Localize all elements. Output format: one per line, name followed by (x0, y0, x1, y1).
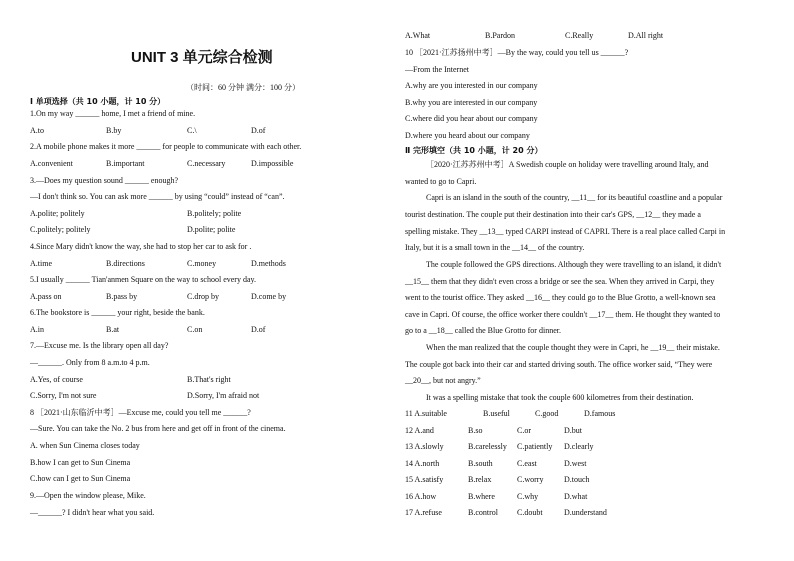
option: C.or (517, 426, 531, 435)
option: D.Sorry, I'm afraid not (187, 391, 260, 400)
option: D.west (564, 459, 587, 468)
option: C.money (187, 259, 217, 268)
passage-line: cave in Capri. Of course, the office worker there couldn't __17__ them. He thought they wanted to (405, 310, 721, 319)
option: A.convenient (30, 159, 73, 168)
option: A.in (30, 325, 44, 334)
q6-options (30, 325, 370, 335)
option: B.so (468, 426, 483, 435)
option: D.come by (251, 292, 287, 301)
option: B.directions (106, 259, 145, 268)
option: D.of (251, 126, 266, 135)
option: B.important (106, 159, 145, 168)
option: 13 A.slowly (405, 442, 444, 451)
passage-line: Capri is an island in the south of the country, __11__ for its beautiful coastline and a popular (426, 193, 723, 202)
q10-option-b: B.why you are interested in our company (405, 98, 538, 107)
option: 12 A.and (405, 426, 434, 435)
option: C.Sorry, I'm not sure (30, 391, 97, 400)
page-title: UNIT 3 单元综合检测 (131, 49, 273, 66)
q10-line-2: —From the Internet (405, 65, 469, 74)
option: A.time (30, 259, 52, 268)
q3-options-ab (30, 209, 370, 219)
passage-line: __15__ them that they didn't even cross a bridge or see the sea. When they arrived in Carpi, they (405, 277, 715, 286)
option: A.Yes, of course (30, 375, 83, 384)
section-heading-2: Ⅱ 完形填空（共 10 小题，计 20 分） (405, 146, 543, 155)
option: D.what (564, 492, 588, 501)
passage-line: spelling mistake. They __13__ typed CARPI instead of CAPRI. There is a real place called Carpi in (405, 227, 726, 236)
cloze-options-13 (405, 442, 765, 452)
q10-line-1: 10 ［2021·江苏扬州中考］—By the way, could you tell us ______? (405, 48, 629, 57)
option: 17 A.refuse (405, 508, 442, 517)
option: D.but (564, 426, 582, 435)
q9-line-1: 9.—Open the window please, Mike. (30, 491, 146, 500)
option: B.south (468, 459, 493, 468)
q9-line-2: —______? I didn't hear what you said. (30, 508, 155, 517)
option: 15 A.satisfy (405, 475, 444, 484)
option: D.of (251, 325, 266, 334)
option: B.relax (468, 475, 492, 484)
option: D.understand (564, 508, 607, 517)
cloze-options-12 (405, 426, 765, 436)
option: D.touch (564, 475, 590, 484)
q7-line-1: 7.—Excuse me. Is the library open all day? (30, 341, 169, 350)
option: B.where (468, 492, 495, 501)
q7-options-ab (30, 375, 370, 385)
q2-stem: 2.A mobile phone makes it more ______ for people to communicate with each other. (30, 142, 302, 151)
option: C.on (187, 325, 203, 334)
q3-line-1: 3.—Does my question sound ______ enough? (30, 176, 178, 185)
q3-line-2: —I don't think so. You can ask more ______ by using “could” instead of “can”. (30, 192, 285, 201)
passage-line: go to a __18__ called the Blue Grotto for dinner. (405, 326, 561, 335)
section-heading-1: Ⅰ 单项选择（共 10 小题，计 10 分） (30, 97, 166, 106)
passage-line: It was a spelling mistake that took the couple 600 kilometres from their destination. (426, 393, 694, 402)
q8-line-1: 8 ［2021·山东临沂中考］—Excuse me, could you tell me ______? (30, 408, 251, 417)
q3-options-cd (30, 225, 370, 235)
option: A.What (405, 31, 431, 40)
option: D.impossible (251, 159, 294, 168)
option: D.famous (584, 409, 616, 418)
q1-stem: 1.On my way ______ home, I met a friend of mine. (30, 109, 196, 118)
q6-stem: 6.The bookstore is ______ your right, beside the bank. (30, 308, 205, 317)
option: B.That's right (187, 375, 231, 384)
option: 11 A.suitable (405, 409, 447, 418)
option: A.polite; politely (30, 209, 85, 218)
option: C.\ (187, 126, 197, 135)
option: B.carelessly (468, 442, 507, 451)
exam-info: （时间：60 分钟 满分：100 分） (186, 83, 300, 92)
option: C.politely; politely (30, 225, 91, 234)
passage-line: When the man realized that the couple thought they were in Capri, he __19__ their mistake. (426, 343, 720, 352)
q8-line-2: —Sure. You can take the No. 2 bus from here and get off in front of the cinema. (30, 424, 286, 433)
passage-line: ［2020·江苏苏州中考］A Swedish couple on holiday were travelling around Italy, and (426, 160, 709, 169)
q1-options (30, 126, 370, 136)
option: B.useful (483, 409, 510, 418)
option: B.Pardon (485, 31, 515, 40)
q10-option-d: D.where you heard about our company (405, 131, 530, 140)
option: C.worry (517, 475, 544, 484)
option: C.good (535, 409, 559, 418)
q8-option-b: B.how I can get to Sun Cinema (30, 458, 131, 467)
q9-options (405, 31, 765, 41)
q5-options (30, 292, 370, 302)
cloze-options-16 (405, 492, 765, 502)
q2-options (30, 159, 370, 169)
q7-line-2: —______. Only from 8 a.m.to 4 p.m. (30, 358, 150, 367)
passage-line: wanted to go to Capri. (405, 177, 477, 186)
q4-options (30, 259, 370, 269)
option: D.methods (251, 259, 286, 268)
option: C.necessary (187, 159, 226, 168)
passage-line: The couple got back into their car and started driving south. The office worker said, “They were (405, 360, 713, 369)
q10-option-c: C.where did you hear about our company (405, 114, 538, 123)
cloze-options-15 (405, 475, 765, 485)
option: C.Really (565, 31, 594, 40)
q7-options-cd (30, 391, 370, 401)
passage-line: Italy, but it is a small town in the __14__ of the country. (405, 243, 585, 252)
cloze-options-17 (405, 508, 765, 518)
option: B.by (106, 126, 122, 135)
option: C.patiently (517, 442, 553, 451)
passage-line: tourist destination. The couple put their destination into their car's GPS, __12__ they made a (405, 210, 701, 219)
option: C.drop by (187, 292, 219, 301)
option: A.to (30, 126, 44, 135)
passage-line: went to the tourist office. They asked __16__ they could go to the Blue Grotto, a well-known sea (405, 293, 716, 302)
option: C.east (517, 459, 537, 468)
option: B.politely; polite (187, 209, 242, 218)
option: D.All right (628, 31, 664, 40)
option: C.doubt (517, 508, 543, 517)
passage-line: The couple followed the GPS directions. Although they were travelling to an island, it didn't (426, 260, 722, 269)
option: C.why (517, 492, 539, 501)
q8-option-a: A. when Sun Cinema closes today (30, 441, 140, 450)
q10-option-a: A.why are you interested in our company (405, 81, 538, 90)
option: B.at (106, 325, 120, 334)
option: D.clearly (564, 442, 594, 451)
cloze-options-14 (405, 459, 765, 469)
q4-stem: 4.Since Mary didn't know the way, she had to stop her car to ask for . (30, 242, 252, 251)
option: A.pass on (30, 292, 62, 301)
q8-option-c: C.how can I get to Sun Cinema (30, 474, 131, 483)
passage-line: __20__, but not angry.” (405, 376, 481, 385)
option: D.polite; polite (187, 225, 236, 234)
cloze-options-11 (405, 409, 765, 419)
option: 16 A.how (405, 492, 437, 501)
option: B.pass by (106, 292, 138, 301)
q5-stem: 5.I usually ______ Tian'anmen Square on the way to school every day. (30, 275, 256, 284)
option: B.control (468, 508, 498, 517)
option: 14 A.north (405, 459, 440, 468)
